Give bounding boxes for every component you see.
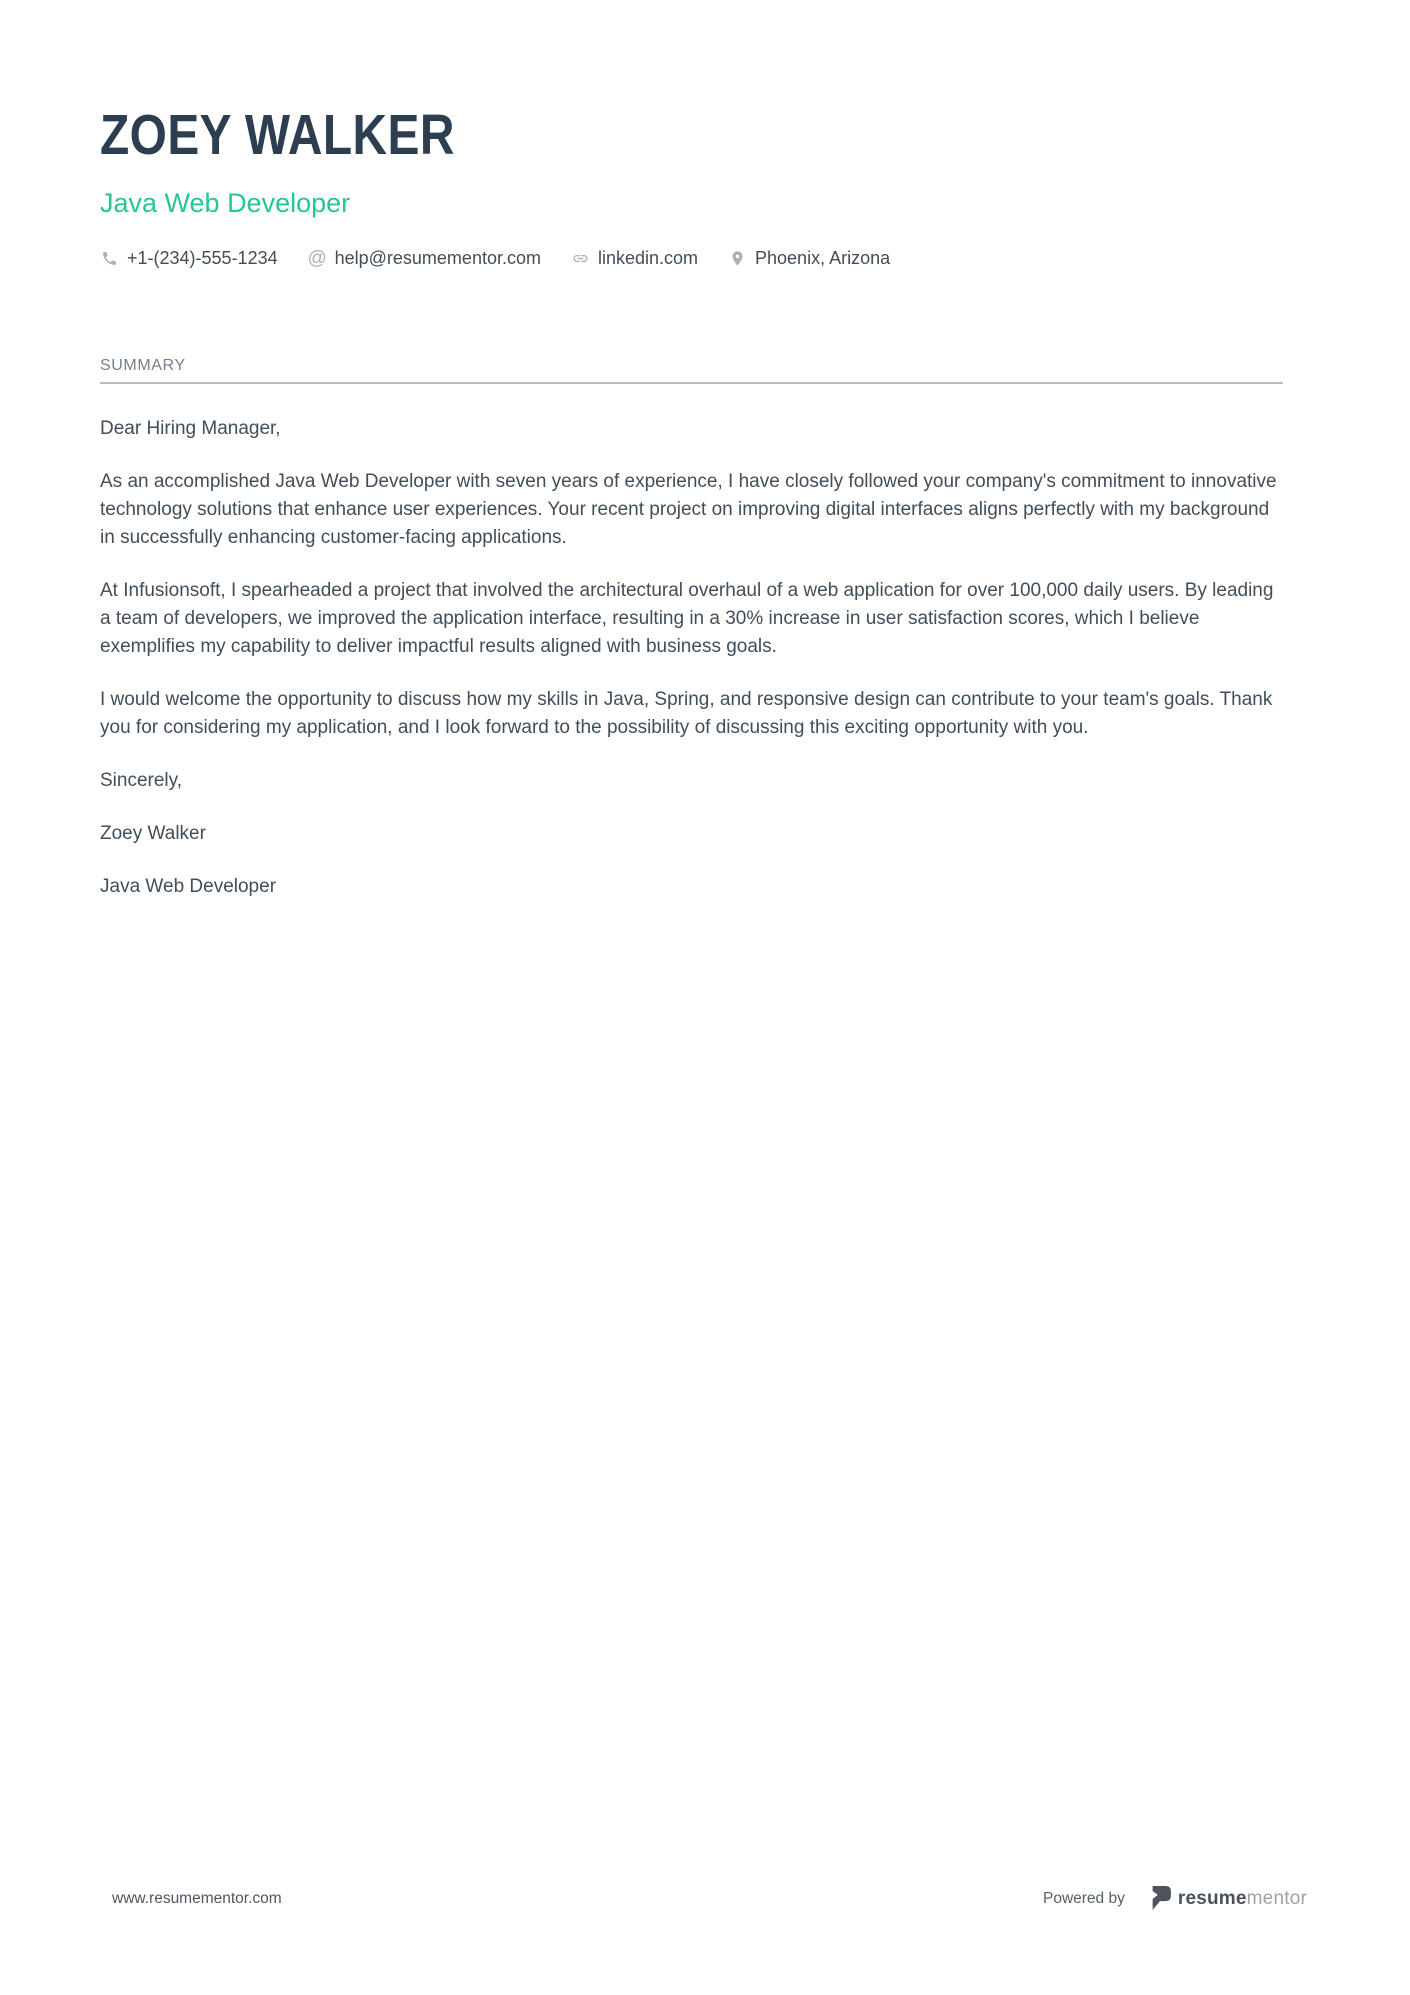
section-divider [100,382,1283,384]
powered-by-label: Powered by [1043,1889,1125,1907]
brand-wordmark [1178,1888,1307,1910]
link-icon [571,249,590,268]
paragraph-3: I would welcome the opportunity to discuss how my skills in Java, Spring, and responsive design can contribute to your team's goals. Thank you for considering my application, and I look forward to the possibility of discussing this exciting opportunity with you. [100,688,1273,738]
job-title: Java Web Developer [100,187,351,218]
location-text: Phoenix, Arizona [755,247,891,268]
header [100,0,1283,269]
salutation: Dear Hiring Manager, [100,417,281,439]
resumementor-logo-icon [1151,1886,1172,1911]
contact-location [728,248,890,269]
contact-row [100,248,1283,269]
brand-word-mentor: mentor [1246,1887,1307,1909]
footer [112,1886,1307,1911]
paragraph-1: As an accomplished Java Web Developer with seven years of experience, I have closely followed your company's commitment to innovative technology solutions that enhance user experiences. Your recent project on improving digital interfaces aligns perfectly with my background in successfully enhancing customer-facing applications. [100,470,1277,548]
contact-phone [100,248,278,269]
section-heading: SUMMARY [100,356,186,374]
brand-word-resume: resume [1177,1887,1247,1909]
email-icon: @ [307,247,327,269]
brand-logo [1151,1886,1307,1911]
paragraph-2: At Infusionsoft, I spearheaded a project that involved the architectural overhaul of a web application for over 100,000 daily users. By leading a team of developers, we improved the application interface, resulting in a 30% increase in user satisfaction scores, which I believe exemplifies my capability to deliver impactful results aligned with business goals. [100,579,1274,657]
signature-title: Java Web Developer [100,875,277,897]
signature-name: Zoey Walker [100,822,206,844]
phone-icon [100,249,119,268]
summary-section [100,357,1283,901]
footer-site-url: www.resumementor.com [112,1889,282,1907]
person-name: ZOEY WALKER [100,103,455,167]
footer-branding [1043,1886,1307,1911]
contact-linkedin [571,248,698,269]
location-icon [728,249,747,268]
linkedin-text: linkedin.com [597,247,699,268]
contact-email [308,248,541,269]
email-text: help@resumementor.com [334,247,541,268]
closing: Sincerely, [100,769,183,791]
phone-text: +1-(234)-555-1234 [127,247,278,268]
letter-body [100,415,1283,901]
